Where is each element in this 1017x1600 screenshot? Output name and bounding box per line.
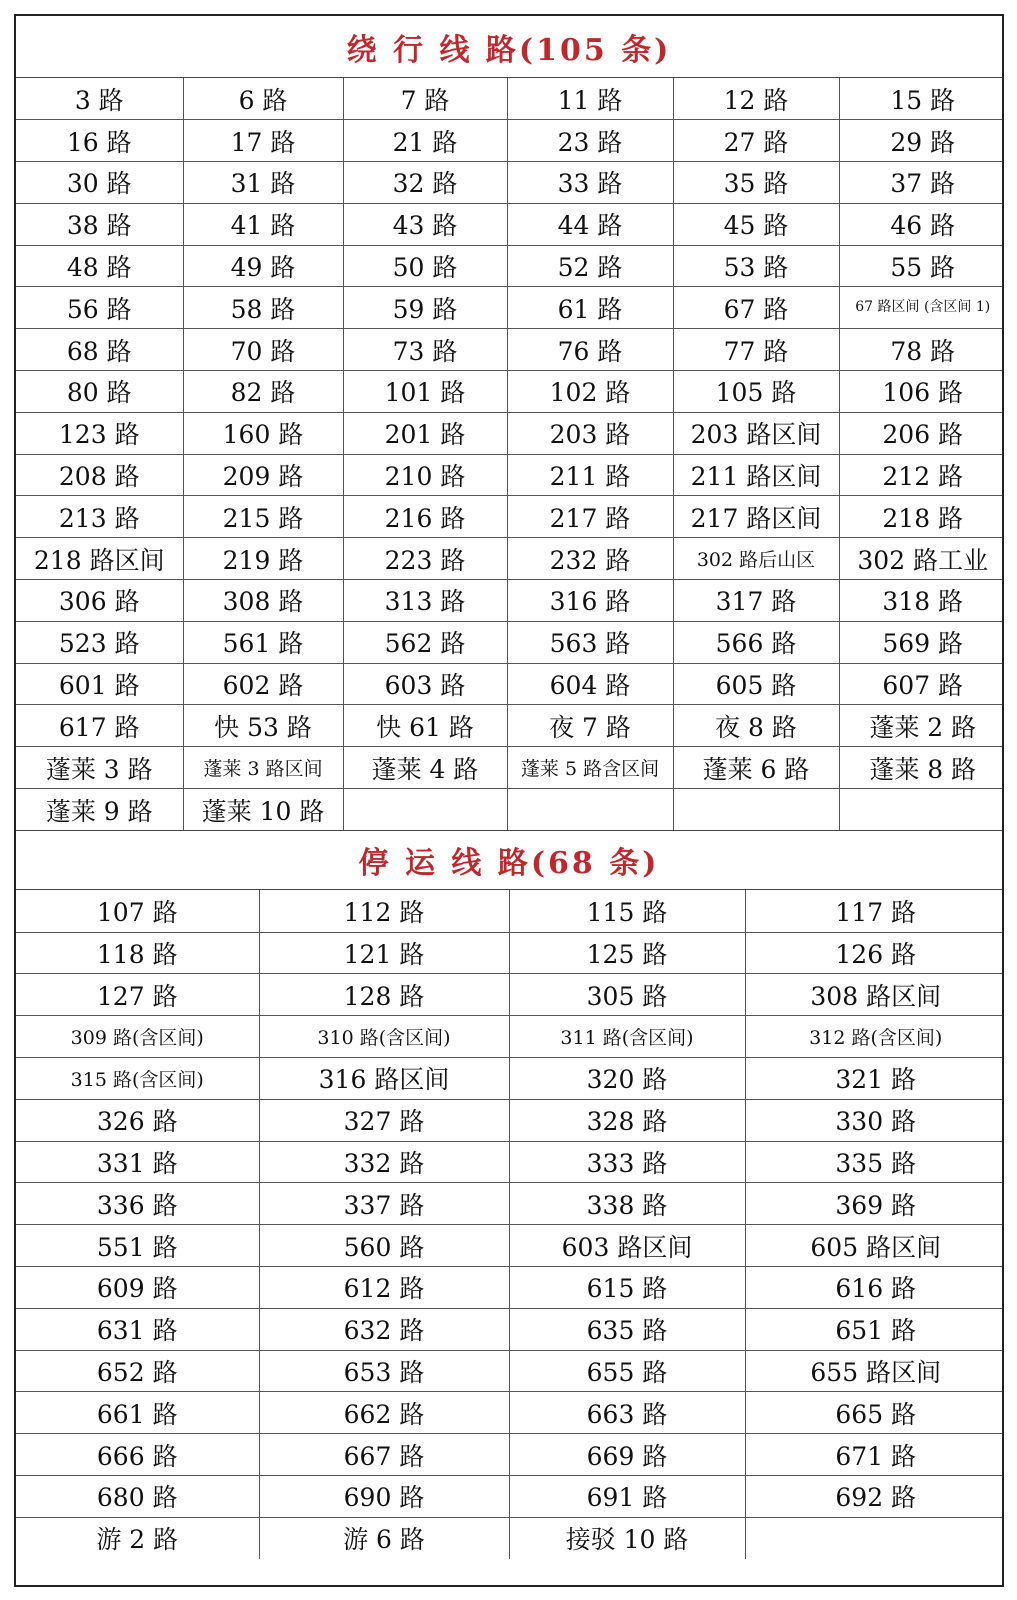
route-cell: 605 路	[673, 663, 839, 705]
table-row	[16, 78, 1004, 120]
route-cell: 67 路区间 (含区间 1)	[839, 287, 1004, 329]
route-cell	[839, 789, 1004, 831]
detour-routes-title: 绕 行 线 路(105 条)	[16, 16, 1002, 78]
route-cell: 312 路(含区间)	[745, 1016, 1004, 1058]
route-cell: 652 路	[16, 1350, 259, 1392]
route-cell: 3 路	[16, 78, 183, 120]
route-cell: 蓬莱 3 路	[16, 747, 183, 789]
route-cell: 213 路	[16, 496, 183, 538]
route-cell: 671 路	[745, 1434, 1004, 1476]
route-cell: 219 路	[183, 538, 343, 580]
route-cell: 332 路	[259, 1141, 509, 1183]
route-cell: 313 路	[343, 580, 507, 622]
route-cell: 321 路	[745, 1058, 1004, 1100]
table-row	[16, 287, 1004, 329]
route-cell: 49 路	[183, 245, 343, 287]
route-cell: 76 路	[507, 329, 673, 371]
table-row	[16, 496, 1004, 538]
route-cell: 632 路	[259, 1308, 509, 1350]
route-cell: 夜 8 路	[673, 705, 839, 747]
route-cell: 315 路(含区间)	[16, 1058, 259, 1100]
route-cell: 蓬莱 5 路含区间	[507, 747, 673, 789]
route-cell: 70 路	[183, 329, 343, 371]
table-row	[16, 663, 1004, 705]
route-cell: 127 路	[16, 974, 259, 1016]
route-cell: 43 路	[343, 203, 507, 245]
table-row	[16, 890, 1004, 932]
route-cell: 601 路	[16, 663, 183, 705]
route-cell: 318 路	[839, 580, 1004, 622]
route-cell: 58 路	[183, 287, 343, 329]
route-cell: 101 路	[343, 371, 507, 413]
route-cell: 308 路区间	[745, 974, 1004, 1016]
suspended-routes-title: 停 运 线 路(68 条)	[16, 830, 1002, 890]
route-cell: 208 路	[16, 454, 183, 496]
table-row	[16, 203, 1004, 245]
route-cell: 603 路	[343, 663, 507, 705]
route-cell: 206 路	[839, 412, 1004, 454]
table-row	[16, 1141, 1004, 1183]
route-cell: 604 路	[507, 663, 673, 705]
route-cell: 44 路	[507, 203, 673, 245]
route-cell: 41 路	[183, 203, 343, 245]
route-cell: 607 路	[839, 663, 1004, 705]
route-cell: 333 路	[509, 1141, 745, 1183]
route-cell: 126 路	[745, 932, 1004, 974]
route-cell: 328 路	[509, 1099, 745, 1141]
route-cell: 29 路	[839, 120, 1004, 162]
route-cell: 蓬莱 9 路	[16, 789, 183, 831]
route-cell: 蓬莱 2 路	[839, 705, 1004, 747]
route-cell: 16 路	[16, 120, 183, 162]
route-cell: 107 路	[16, 890, 259, 932]
route-cell: 蓬莱 8 路	[839, 747, 1004, 789]
route-cell: 11 路	[507, 78, 673, 120]
route-cell: 55 路	[839, 245, 1004, 287]
route-cell: 330 路	[745, 1099, 1004, 1141]
route-cell: 50 路	[343, 245, 507, 287]
route-cell: 蓬莱 4 路	[343, 747, 507, 789]
route-cell: 73 路	[343, 329, 507, 371]
route-cell: 夜 7 路	[507, 705, 673, 747]
table-row	[16, 1476, 1004, 1518]
route-cell: 33 路	[507, 162, 673, 204]
route-cell: 316 路区间	[259, 1058, 509, 1100]
route-notice	[14, 14, 1004, 1587]
route-cell: 59 路	[343, 287, 507, 329]
route-cell: 212 路	[839, 454, 1004, 496]
route-cell: 118 路	[16, 932, 259, 974]
route-cell: 310 路(含区间)	[259, 1016, 509, 1058]
table-row	[16, 932, 1004, 974]
route-cell: 61 路	[507, 287, 673, 329]
route-cell: 612 路	[259, 1267, 509, 1309]
route-cell: 35 路	[673, 162, 839, 204]
table-row	[16, 329, 1004, 371]
route-cell: 560 路	[259, 1225, 509, 1267]
route-cell: 203 路区间	[673, 412, 839, 454]
table-row	[16, 789, 1004, 831]
route-cell: 106 路	[839, 371, 1004, 413]
route-cell: 631 路	[16, 1308, 259, 1350]
route-cell: 67 路	[673, 287, 839, 329]
route-cell: 336 路	[16, 1183, 259, 1225]
route-cell: 211 路区间	[673, 454, 839, 496]
route-cell: 655 路	[509, 1350, 745, 1392]
route-cell: 7 路	[343, 78, 507, 120]
route-cell: 210 路	[343, 454, 507, 496]
route-cell: 23 路	[507, 120, 673, 162]
route-cell: 12 路	[673, 78, 839, 120]
route-cell: 203 路	[507, 412, 673, 454]
route-cell: 48 路	[16, 245, 183, 287]
route-cell: 32 路	[343, 162, 507, 204]
route-cell: 223 路	[343, 538, 507, 580]
table-row	[16, 747, 1004, 789]
route-cell: 30 路	[16, 162, 183, 204]
route-cell: 211 路	[507, 454, 673, 496]
route-cell: 115 路	[509, 890, 745, 932]
route-cell: 562 路	[343, 621, 507, 663]
route-cell: 27 路	[673, 120, 839, 162]
route-cell: 215 路	[183, 496, 343, 538]
route-cell	[673, 789, 839, 831]
route-cell: 616 路	[745, 1267, 1004, 1309]
table-row	[16, 1183, 1004, 1225]
route-cell: 690 路	[259, 1476, 509, 1518]
route-cell: 快 53 路	[183, 705, 343, 747]
route-cell: 160 路	[183, 412, 343, 454]
route-cell: 31 路	[183, 162, 343, 204]
route-cell: 566 路	[673, 621, 839, 663]
route-cell: 37 路	[839, 162, 1004, 204]
route-cell: 77 路	[673, 329, 839, 371]
route-cell: 17 路	[183, 120, 343, 162]
route-cell: 635 路	[509, 1308, 745, 1350]
route-cell: 337 路	[259, 1183, 509, 1225]
table-row	[16, 580, 1004, 622]
route-cell: 46 路	[839, 203, 1004, 245]
table-row	[16, 1099, 1004, 1141]
route-cell: 蓬莱 3 路区间	[183, 747, 343, 789]
route-cell: 305 路	[509, 974, 745, 1016]
table-row	[16, 1392, 1004, 1434]
route-cell: 218 路	[839, 496, 1004, 538]
route-cell: 655 路区间	[745, 1350, 1004, 1392]
route-cell: 603 路区间	[509, 1225, 745, 1267]
route-cell: 302 路后山区	[673, 538, 839, 580]
route-cell: 680 路	[16, 1476, 259, 1518]
route-cell: 217 路	[507, 496, 673, 538]
route-cell: 128 路	[259, 974, 509, 1016]
route-cell: 523 路	[16, 621, 183, 663]
route-cell: 605 路区间	[745, 1225, 1004, 1267]
route-cell: 653 路	[259, 1350, 509, 1392]
table-row	[16, 371, 1004, 413]
route-cell: 617 路	[16, 705, 183, 747]
route-cell: 78 路	[839, 329, 1004, 371]
route-cell: 615 路	[509, 1267, 745, 1309]
route-cell: 661 路	[16, 1392, 259, 1434]
route-cell: 561 路	[183, 621, 343, 663]
suspended-routes-table	[16, 890, 1004, 1559]
route-cell: 游 6 路	[259, 1517, 509, 1559]
route-cell: 15 路	[839, 78, 1004, 120]
route-cell: 68 路	[16, 329, 183, 371]
route-cell: 38 路	[16, 203, 183, 245]
route-cell: 551 路	[16, 1225, 259, 1267]
route-cell: 6 路	[183, 78, 343, 120]
route-cell: 232 路	[507, 538, 673, 580]
route-cell: 56 路	[16, 287, 183, 329]
detour-routes-table	[16, 78, 1004, 830]
route-cell: 117 路	[745, 890, 1004, 932]
route-cell: 669 路	[509, 1434, 745, 1476]
route-cell: 游 2 路	[16, 1517, 259, 1559]
table-row	[16, 621, 1004, 663]
route-cell: 112 路	[259, 890, 509, 932]
route-cell: 123 路	[16, 412, 183, 454]
route-cell: 209 路	[183, 454, 343, 496]
route-cell: 569 路	[839, 621, 1004, 663]
table-row	[16, 245, 1004, 287]
route-cell: 316 路	[507, 580, 673, 622]
table-row	[16, 120, 1004, 162]
route-cell: 563 路	[507, 621, 673, 663]
route-cell: 45 路	[673, 203, 839, 245]
route-cell: 蓬莱 10 路	[183, 789, 343, 831]
route-cell: 335 路	[745, 1141, 1004, 1183]
table-row	[16, 705, 1004, 747]
table-row	[16, 1267, 1004, 1309]
route-cell	[745, 1517, 1004, 1559]
route-cell: 609 路	[16, 1267, 259, 1309]
route-cell: 接驳 10 路	[509, 1517, 745, 1559]
route-cell: 快 61 路	[343, 705, 507, 747]
route-cell: 302 路工业	[839, 538, 1004, 580]
route-cell: 311 路(含区间)	[509, 1016, 745, 1058]
route-cell: 691 路	[509, 1476, 745, 1518]
table-row	[16, 454, 1004, 496]
route-cell: 201 路	[343, 412, 507, 454]
route-cell: 218 路区间	[16, 538, 183, 580]
table-row	[16, 1517, 1004, 1559]
route-cell: 52 路	[507, 245, 673, 287]
route-cell: 82 路	[183, 371, 343, 413]
route-cell: 666 路	[16, 1434, 259, 1476]
route-cell: 80 路	[16, 371, 183, 413]
route-cell: 327 路	[259, 1099, 509, 1141]
route-cell: 53 路	[673, 245, 839, 287]
route-cell: 125 路	[509, 932, 745, 974]
route-cell: 306 路	[16, 580, 183, 622]
route-cell: 338 路	[509, 1183, 745, 1225]
route-cell	[507, 789, 673, 831]
table-row	[16, 162, 1004, 204]
table-row	[16, 1350, 1004, 1392]
route-cell: 105 路	[673, 371, 839, 413]
route-cell: 662 路	[259, 1392, 509, 1434]
route-cell: 320 路	[509, 1058, 745, 1100]
table-row	[16, 974, 1004, 1016]
table-row	[16, 1016, 1004, 1058]
route-cell: 326 路	[16, 1099, 259, 1141]
route-cell: 369 路	[745, 1183, 1004, 1225]
route-cell: 21 路	[343, 120, 507, 162]
route-cell: 651 路	[745, 1308, 1004, 1350]
route-cell: 667 路	[259, 1434, 509, 1476]
route-cell: 308 路	[183, 580, 343, 622]
route-cell: 665 路	[745, 1392, 1004, 1434]
route-cell: 692 路	[745, 1476, 1004, 1518]
route-cell: 蓬莱 6 路	[673, 747, 839, 789]
route-cell: 102 路	[507, 371, 673, 413]
route-cell: 309 路(含区间)	[16, 1016, 259, 1058]
route-cell: 331 路	[16, 1141, 259, 1183]
route-cell: 121 路	[259, 932, 509, 974]
table-row	[16, 1434, 1004, 1476]
table-row	[16, 1058, 1004, 1100]
table-row	[16, 538, 1004, 580]
table-row	[16, 412, 1004, 454]
route-cell: 602 路	[183, 663, 343, 705]
route-cell: 217 路区间	[673, 496, 839, 538]
table-row	[16, 1308, 1004, 1350]
route-cell: 216 路	[343, 496, 507, 538]
table-row	[16, 1225, 1004, 1267]
route-cell	[343, 789, 507, 831]
route-cell: 663 路	[509, 1392, 745, 1434]
route-cell: 317 路	[673, 580, 839, 622]
